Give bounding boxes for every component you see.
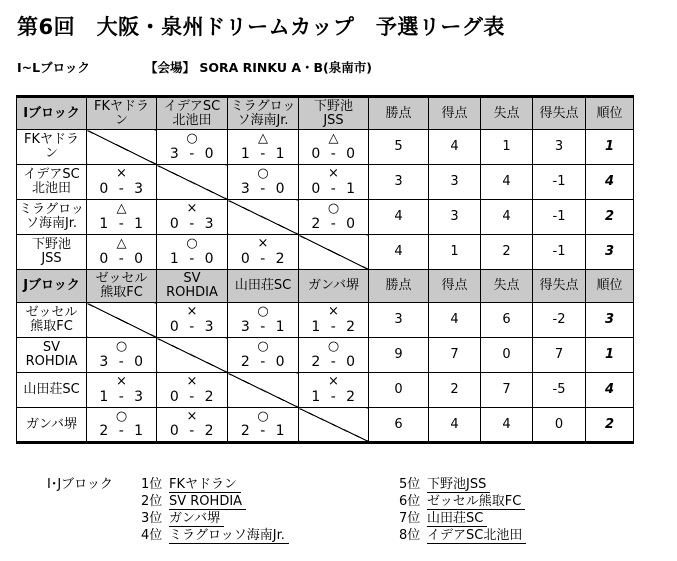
standings-label: I･Jブロック	[47, 477, 113, 492]
stat-header: 勝点	[369, 270, 429, 303]
match-score: 2 - 1	[99, 423, 144, 439]
stat-value: 4	[369, 200, 429, 235]
result-mark: ○	[186, 236, 198, 251]
stat-value: 0	[369, 373, 429, 408]
result-mark: ○	[115, 409, 128, 424]
stat-value: 3	[369, 303, 429, 338]
result-mark: ×	[257, 236, 269, 251]
result-mark: ○	[257, 339, 269, 354]
match-score: 2 - 0	[240, 354, 286, 370]
match-score: 2 - 0	[311, 354, 356, 370]
match-result	[87, 373, 157, 408]
venue: 【会場】 SORA RINKU A・B(泉南市)	[145, 60, 372, 75]
diagonal-cell	[87, 130, 157, 165]
stat-value: 7	[481, 373, 533, 408]
standing-entry	[141, 524, 289, 544]
stat-value: 3	[369, 165, 429, 200]
stat-value: 7	[533, 338, 586, 373]
team-name: SV ROHDIA	[17, 338, 87, 373]
team-row	[17, 338, 634, 373]
match-score: 3 - 0	[169, 146, 215, 162]
block-header-row	[17, 97, 634, 130]
result-mark: ○	[257, 409, 269, 424]
diagonal-cell	[157, 165, 228, 200]
stat-value: 6	[481, 303, 533, 338]
team-name: イデアSC 北池田	[17, 165, 87, 200]
match-result	[228, 165, 299, 200]
match-result	[299, 303, 369, 338]
stat-value: 4	[429, 408, 481, 443]
stat-value: -1	[533, 200, 586, 235]
team-row	[17, 408, 634, 443]
match-score: 1 - 1	[99, 216, 144, 232]
match-score: 2 - 0	[311, 216, 356, 232]
stat-value: -1	[533, 165, 586, 200]
result-mark: △	[328, 131, 339, 146]
standing-entry	[399, 524, 526, 544]
rank-value: 3	[586, 235, 634, 270]
result-mark: ×	[328, 166, 339, 181]
match-result	[228, 408, 299, 443]
stat-value: 5	[369, 130, 429, 165]
match-result	[87, 408, 157, 443]
match-score: 0 - 2	[169, 423, 215, 439]
result-mark: ○	[327, 339, 340, 354]
stat-header: 得点	[429, 97, 481, 130]
team-column-header: 山田荘SC	[228, 270, 299, 303]
team-column-header: ミラグロッ ソ海南Jr.	[228, 97, 299, 130]
match-result	[157, 303, 228, 338]
stat-value: 4	[369, 235, 429, 270]
team-column-header: 下野池 JSS	[299, 97, 369, 130]
team-row	[17, 130, 634, 165]
standing-position: 7位	[399, 511, 421, 526]
team-row	[17, 373, 634, 408]
team-row	[17, 200, 634, 235]
rank-value: 2	[586, 408, 634, 443]
match-result	[228, 130, 299, 165]
match-result	[157, 235, 228, 270]
standing-team: FKヤドラン	[169, 473, 241, 493]
stat-header: 勝点	[369, 97, 429, 130]
match-score: 3 - 0	[99, 354, 144, 370]
match-score: 0 - 3	[99, 181, 144, 197]
match-result	[87, 200, 157, 235]
match-result	[87, 165, 157, 200]
match-result	[87, 235, 157, 270]
stat-header: 順位	[586, 97, 634, 130]
stat-header: 失点	[481, 270, 533, 303]
team-column-header: SV ROHDIA	[157, 270, 228, 303]
diagonal-cell	[228, 373, 299, 408]
diagonal-cell	[87, 303, 157, 338]
subtitle	[17, 58, 372, 76]
result-mark: △	[116, 201, 127, 216]
result-mark: ×	[116, 166, 127, 181]
stat-value: 4	[481, 408, 533, 443]
result-mark: ×	[328, 304, 339, 319]
team-column-header: ゼッセル 熊取FC	[87, 270, 157, 303]
result-mark: ×	[186, 374, 198, 389]
rank-value: 1	[586, 338, 634, 373]
diagonal-cell	[228, 200, 299, 235]
stat-value: 3	[533, 130, 586, 165]
result-mark: ○	[186, 131, 198, 146]
team-column-header: イデアSC 北池田	[157, 97, 228, 130]
diagonal-cell	[299, 408, 369, 443]
stat-value: 6	[369, 408, 429, 443]
team-name: 山田荘SC	[17, 373, 87, 408]
standing-team: ミラグロッソ海南Jr.	[169, 524, 289, 544]
standing-team: 下野池JSS	[427, 473, 490, 493]
result-mark: ○	[257, 166, 269, 181]
diagonal-cell	[299, 235, 369, 270]
stat-value: 4	[429, 303, 481, 338]
page-title: 第6回 大阪・泉州ドリームカップ 予選リーグ表	[17, 15, 505, 39]
stat-value: -5	[533, 373, 586, 408]
stat-value: 7	[429, 338, 481, 373]
match-result	[228, 235, 299, 270]
standing-position: 1位	[141, 477, 163, 492]
block-header-row	[17, 270, 634, 303]
standing-position: 8位	[399, 528, 421, 543]
league-table	[16, 95, 634, 444]
match-result	[299, 373, 369, 408]
match-result	[157, 130, 228, 165]
result-mark: ○	[257, 304, 269, 319]
result-mark: ×	[186, 201, 198, 216]
standing-team: ゼッセル熊取FC	[427, 490, 525, 510]
standing-team: イデアSC北池田	[427, 524, 526, 544]
stat-header: 得点	[429, 270, 481, 303]
stat-value: 0	[481, 338, 533, 373]
result-mark: ×	[186, 304, 198, 319]
stat-header: 失点	[481, 97, 533, 130]
stat-header: 順位	[586, 270, 634, 303]
match-result	[299, 130, 369, 165]
stat-header: 得失点	[533, 270, 586, 303]
team-name: FKヤドラ ン	[17, 130, 87, 165]
standing-position: 4位	[141, 528, 163, 543]
block-range: I~Lブロック	[17, 60, 90, 75]
match-result	[228, 338, 299, 373]
standing-team: ガンバ堺	[169, 507, 224, 527]
rank-value: 4	[586, 373, 634, 408]
result-mark: ○	[115, 339, 128, 354]
match-score: 0 - 3	[169, 216, 215, 232]
result-mark: △	[116, 236, 127, 251]
team-name: ガンバ堺	[17, 408, 87, 443]
rank-value: 4	[586, 165, 634, 200]
match-score: 2 - 1	[240, 423, 286, 439]
result-mark: ○	[327, 201, 340, 216]
team-column-header: ガンバ堺	[299, 270, 369, 303]
standing-position: 5位	[399, 477, 421, 492]
match-result	[157, 200, 228, 235]
standing-position: 2位	[141, 494, 163, 509]
match-result	[157, 408, 228, 443]
standing-team: SV ROHDIA	[169, 494, 246, 510]
standing-position: 6位	[399, 494, 421, 509]
match-result	[299, 200, 369, 235]
match-result	[299, 338, 369, 373]
stat-value: -2	[533, 303, 586, 338]
stat-value: 2	[481, 235, 533, 270]
stat-value: 4	[481, 165, 533, 200]
match-score: 0 - 1	[311, 181, 356, 197]
stat-value: 3	[429, 165, 481, 200]
team-name: 下野池 JSS	[17, 235, 87, 270]
rank-value: 2	[586, 200, 634, 235]
result-mark: ×	[328, 374, 339, 389]
match-score: 1 - 3	[99, 389, 144, 405]
team-column-header: FKヤドラ ン	[87, 97, 157, 130]
stat-value: 0	[533, 408, 586, 443]
match-score: 0 - 2	[169, 389, 215, 405]
match-result	[228, 303, 299, 338]
match-score: 0 - 0	[99, 251, 144, 267]
stat-header: 得失点	[533, 97, 586, 130]
result-mark: ×	[116, 374, 127, 389]
standing-position: 3位	[141, 511, 163, 526]
team-row	[17, 303, 634, 338]
team-name: ゼッセル 熊取FC	[17, 303, 87, 338]
match-score: 1 - 2	[311, 319, 356, 335]
stat-value: 9	[369, 338, 429, 373]
result-mark: △	[258, 131, 268, 146]
result-mark: ×	[186, 409, 198, 424]
block-label: Iブロック	[17, 97, 87, 130]
diagonal-cell	[157, 338, 228, 373]
stat-value: 3	[429, 200, 481, 235]
match-result	[87, 338, 157, 373]
rank-value: 1	[586, 130, 634, 165]
team-row	[17, 235, 634, 270]
match-score: 1 - 2	[311, 389, 356, 405]
match-result	[299, 165, 369, 200]
match-result	[157, 373, 228, 408]
stat-value: 1	[429, 235, 481, 270]
stat-value: 4	[481, 200, 533, 235]
match-score: 1 - 0	[169, 251, 215, 267]
stat-value: 1	[481, 130, 533, 165]
stat-value: -1	[533, 235, 586, 270]
match-score: 0 - 2	[240, 251, 286, 267]
team-row	[17, 165, 634, 200]
match-score: 3 - 0	[240, 181, 286, 197]
stat-value: 2	[429, 373, 481, 408]
rank-value: 3	[586, 303, 634, 338]
match-score: 1 - 1	[240, 146, 286, 162]
match-score: 0 - 0	[311, 146, 356, 162]
standing-team: 山田荘SC	[427, 507, 487, 527]
stat-value: 4	[429, 130, 481, 165]
block-label: Jブロック	[17, 270, 87, 303]
match-score: 3 - 1	[240, 319, 286, 335]
team-name: ミラグロッ ソ海南Jr.	[17, 200, 87, 235]
match-score: 0 - 3	[169, 319, 215, 335]
